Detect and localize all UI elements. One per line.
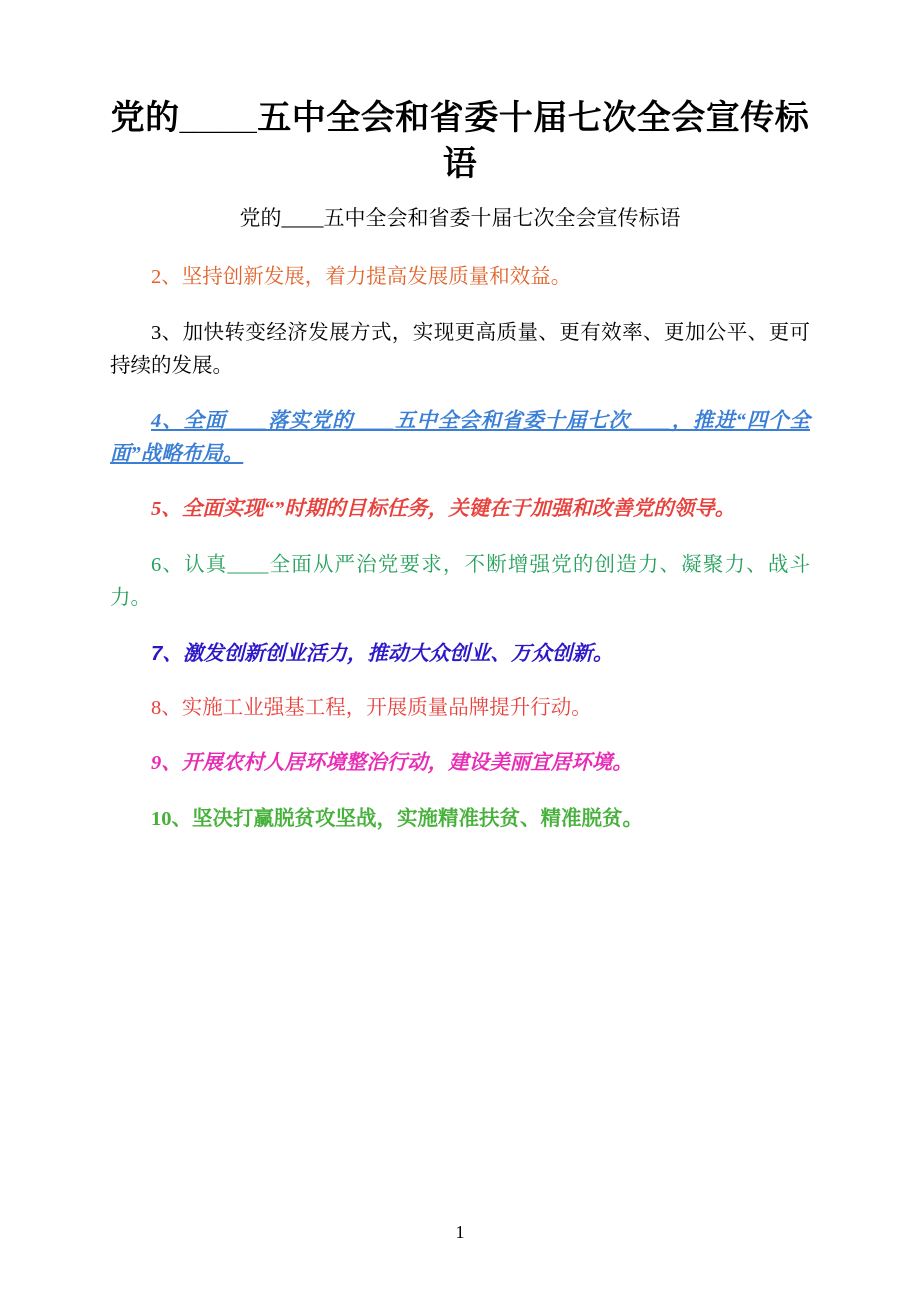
paragraph-item-9: 9、开展农村人居环境整治行动，建设美丽宜居环境。 <box>151 752 633 775</box>
paragraph-item-6: 6、认真____全面从严治党要求，不断增强党的创造力、凝聚力、战斗力。 <box>110 553 810 609</box>
paragraph-item-10: 10、坚决打赢脱贫攻坚战，实施精准扶贫、精准脱贫。 <box>151 807 643 830</box>
paragraph-item-8: 8、实施工业强基工程，开展质量品牌提升行动。 <box>151 697 592 720</box>
document-subtitle: 党的____五中全会和省委十届七次全会宣传标语 <box>239 205 681 230</box>
paragraph-item-7: 7、激发创新创业活力，推动大众创业、万众创新。 <box>151 642 614 665</box>
paragraph-item-4: 4、全面____落实党的____五中全会和省委十届七次____，推进“四个全面”战略布局。 <box>110 409 810 466</box>
paragraph-item-5: 5、全面实现“”时期的目标任务，关键在于加强和改善党的领导。 <box>151 498 736 521</box>
page-number: 1 <box>455 1222 465 1242</box>
page-title: 党的____五中全会和省委十届七次全会宣传标语 <box>110 99 810 183</box>
paragraph-item-3: 3、加快转变经济发展方式，实现更高质量、更有效率、更加公平、更可持续的发展。 <box>110 321 810 377</box>
paragraph-item-2: 2、坚持创新发展，着力提高发展质量和效益。 <box>151 266 572 289</box>
